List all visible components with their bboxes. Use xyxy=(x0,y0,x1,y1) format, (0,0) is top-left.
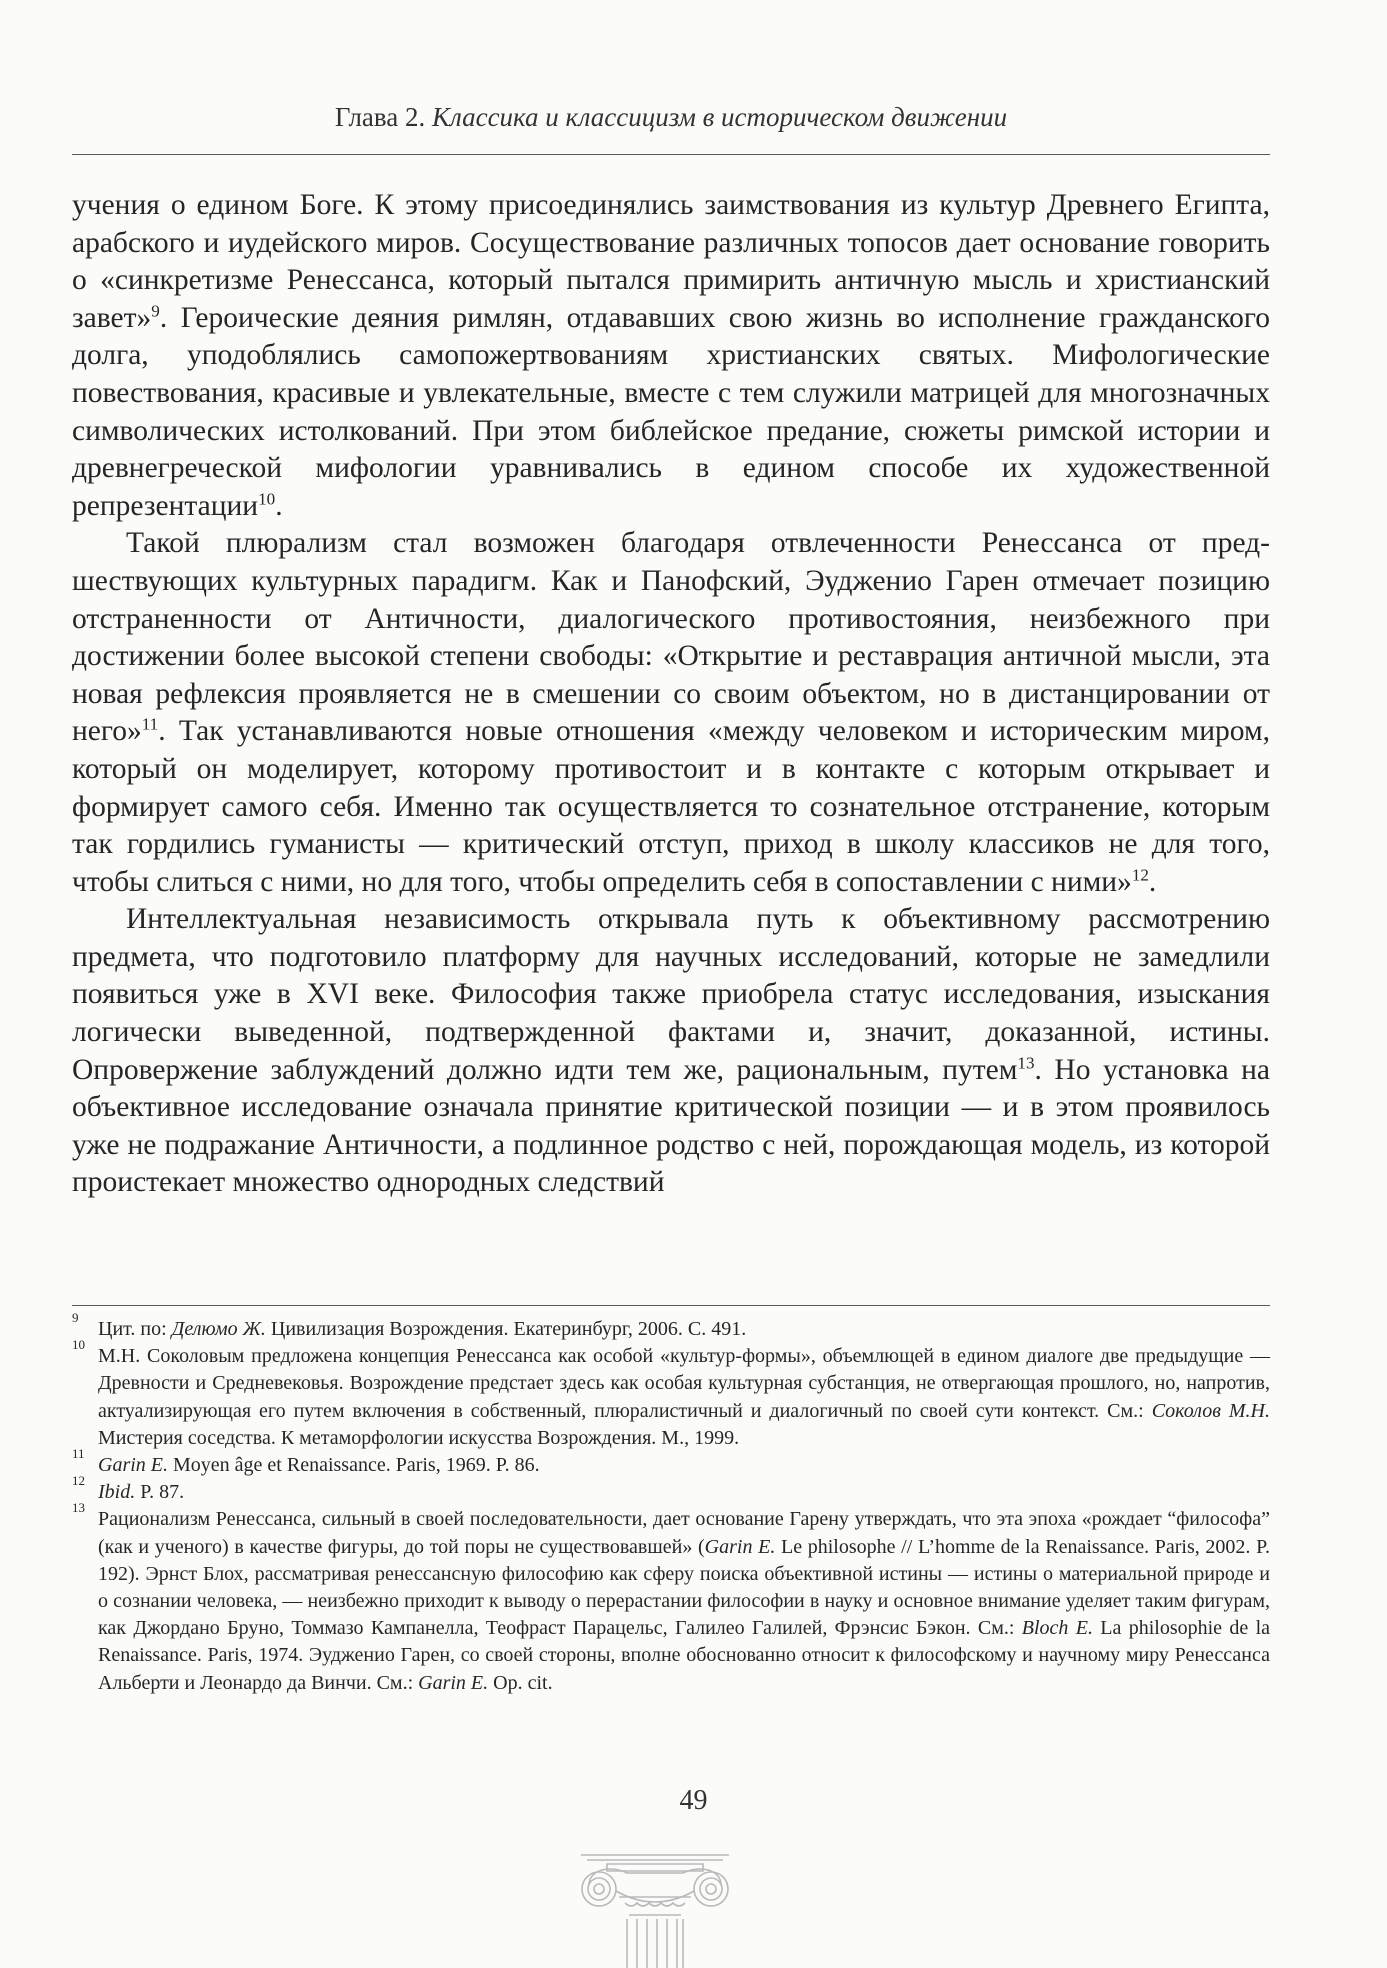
author-name: Соколов М.Н. xyxy=(1151,1399,1270,1422)
text-run: Moyen âge et Renaissance. Paris, 1969. P. 86. xyxy=(168,1454,540,1477)
running-header xyxy=(72,102,1270,133)
text-run: Op. cit. xyxy=(488,1671,553,1694)
header-title: Классика и классицизм в историческом движении xyxy=(432,102,1008,132)
text-run: Такой плюрализм стал возможен благодаря отвлеченности Ренессанса от предшествующих культурных парадигм. Как и Панофский, Эудженио Гарен отмечает позицию отстраненности от Античности, диалогического противостояния, неизбежного при достижении более высокой степени свободы: «Открытие и реставрация античной мысли, эта новая рефлексия проявляется не в смешении со своим объектом, но в дистанцировании от него» xyxy=(72,527,1270,748)
text-run: Мистерия соседства. К метаморфологии искусства Возрождения. М., 1999. xyxy=(98,1426,740,1449)
footnote-9 xyxy=(72,1310,1270,1343)
header-chapter: Глава 2. xyxy=(334,102,433,132)
text-run: Цит. по: xyxy=(98,1318,172,1340)
footnote-10 xyxy=(72,1337,1270,1452)
author-name: Garin E. xyxy=(704,1535,776,1558)
text-run: Le philosophe // L’homme de la Renaissance. Paris, 2002. P. 192). Эрнст Блох, рассматривая ренессансную философию как сферу поиска объективной истины — истины о материальной природе и о сознании человека, — неизбежно приходит к выводу о перерастании философии в науку и основное внимание уделяет таким фигурам, как Джордано Бруно, Томмазо Кампанелла, Теофраст Парацельс, Галилео Галилей, Фрэнсис Бэкон. См.: xyxy=(98,1535,1271,1640)
author-name: Ibid. xyxy=(98,1481,136,1504)
text-run: P. 87. xyxy=(135,1481,185,1504)
paragraph-1 xyxy=(72,187,1270,525)
footnote-ref-13: 13 xyxy=(1017,1053,1035,1073)
footnote-ref-11: 11 xyxy=(141,714,159,734)
author-name: Bloch E. xyxy=(1021,1617,1093,1640)
text-run: Интеллектуальная независимость открывала путь к объективному рассмотрению предмета, что подготовило платформу для научных исследований, которые не замедлили появиться уже в XVI веке. Философия также приобрела статус исследования, изыскания логически выведенной, подтвержденной фактами и, значит, доказанной, истины. Опровержение заблуждений должно идти тем же, рациональным, путем xyxy=(72,903,1270,1086)
main-text xyxy=(72,187,1270,1202)
footnote-ref-12: 12 xyxy=(1131,865,1149,885)
header-rule xyxy=(72,154,1270,155)
footnote-number: 13 xyxy=(72,1500,85,1516)
paragraph-2 xyxy=(72,525,1270,901)
page-number: 49 xyxy=(679,1785,708,1816)
author-name: Garin E. xyxy=(418,1671,489,1694)
footnotes xyxy=(72,1310,1271,1697)
text-run: . Но установка на объективное исследование означала принятие критической позиции — и в этом проявилось уже не подражание Античности, а подлинное родство с ней, порождающая модель, из которой проистекает множество однородных следствий xyxy=(72,1053,1270,1199)
footnote-ref-10: 10 xyxy=(258,489,276,509)
text-run: учения о едином Боге. К этому присоединялись заимствования из культур Древнего Египта, арабского и иудейского миров. Сосуществование различных топосов дает основание говорить о «синкретизме Ренессанса, который пытался примирить античную мысль и христианский завет» xyxy=(72,189,1270,334)
author-name: Garin E. xyxy=(98,1454,168,1477)
text-run: М.Н. Соколовым предложена концепция Ренессанса как особой «культур-формы», объемлющей в едином диалоге две предыдущие — Древности и Средневековья. Возрождение предстает здесь как особая культурная субстанция, не отвергающая прошлого, но, напротив, актуализирующая его путем включения в собственный, плюралистичный и диалогичный по своей сути контекст. См.: xyxy=(98,1345,1270,1422)
text-run: . xyxy=(1148,865,1157,898)
author-name: Делюмо Ж. xyxy=(171,1318,266,1340)
ionic-capital-icon xyxy=(567,1833,743,1968)
text-run: . Героические деяния римлян, отдававших свою жизнь во исполнение гражданского долга, уподоблялись самопожертвованиям христианских святых. Мифологические повествования, красивые и увлекательные, вместе с тем служили матрицей для многозначных символических истолкований. При этом библейское предание, сюжеты римской истории и древнегреческой мифологии уравнивались в едином способе их художественной репрезентации xyxy=(72,301,1270,522)
paragraph-3 xyxy=(72,901,1270,1202)
footnote-number: 9 xyxy=(72,1310,79,1325)
footnote-ref-9: 9 xyxy=(151,301,160,321)
footnote-11 xyxy=(72,1446,1270,1479)
text-run: Цивилизация Возрождения. Екатеринбург, 2006. С. 491. xyxy=(265,1318,747,1340)
footnote-number: 12 xyxy=(72,1473,85,1489)
text-run: Рационализм Ренессанса, сильный в своей последовательности, дает основание Гарену утверждать, что эта эпоха «рождает “философа” (как и ученого) в качестве фигуры, до той поры не существовавшей» ( xyxy=(98,1508,1270,1558)
text-run: . Так устанавливаются новые отношения «между человеком и историческим миром, который он моделирует, которому противостоит и в контакте с которым открывает и формирует самого себя. Именно так осуществляется то сознательное отстранение, которым так гордились гуманисты — критический отступ, приход в школу классиков не для того, чтобы слиться с ними, но для того, чтобы определить себя в сопоставлении с ними» xyxy=(72,715,1270,898)
footnote-number: 11 xyxy=(72,1446,85,1462)
footnote-number: 10 xyxy=(72,1337,85,1353)
text-run: La philosophie de la Renaissance. Paris, 1974. Эудженио Гарен, со своей стороны, вполне обоснованно относит к философскому и научному миру Ренессанса Альберти и Леонардо да Винчи. См.: xyxy=(98,1617,1271,1694)
text-run: . xyxy=(275,489,283,522)
footnote-rule xyxy=(72,1305,1270,1306)
footnote-13 xyxy=(72,1500,1271,1696)
footnote-12 xyxy=(72,1473,1270,1506)
